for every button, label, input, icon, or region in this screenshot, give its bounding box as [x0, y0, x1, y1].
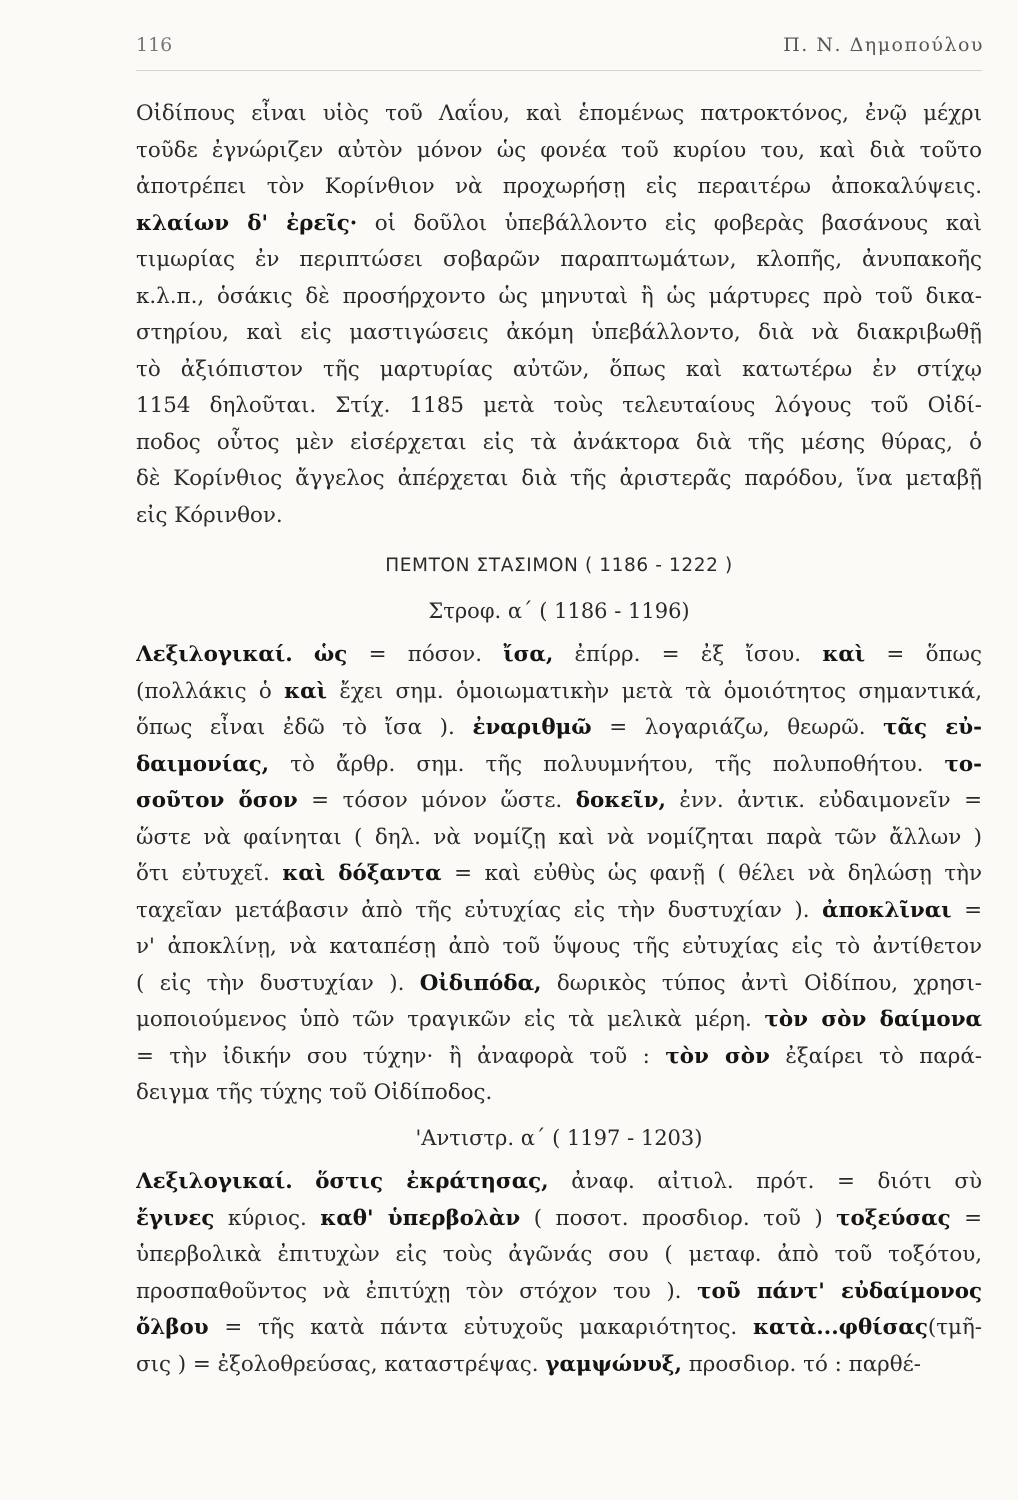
text-line [136, 1237, 982, 1274]
bold-term: Οἰδιπόδα, [419, 970, 542, 996]
text-run: ἐξαίρει τὸ παρά- [769, 1043, 982, 1069]
bold-term: γαμψώνυξ, [545, 1351, 682, 1377]
text-run: = ὅπως [865, 642, 982, 667]
text-line [136, 96, 982, 133]
text-run: τοῦδε ἐγνώριζεν αὐτὸν μόνον ὡς φονέα τοῦ κυρίου του, καὶ διὰ τοῦτο [136, 137, 982, 163]
text-run: (τμῆ- [927, 1315, 982, 1340]
text-line [136, 1310, 982, 1347]
text-line [136, 1347, 982, 1384]
text-line [136, 783, 982, 820]
text-line [136, 1201, 982, 1238]
text-run: κ.λ.π., ὁσάκις δὲ προσήρχοντο ὡς μηνυταὶ ἢ ὡς μάρτυρες πρὸ τοῦ δικα- [136, 283, 982, 309]
text-run: = τὴν ἰδικήν σου τύχην· ἢ ἀναφορὰ τοῦ : [136, 1043, 666, 1069]
text-line [136, 242, 982, 279]
text-line [136, 1075, 982, 1112]
text-run: ὥστε νὰ φαίνηται ( δηλ. νὰ νομίζῃ καὶ νὰ νομίζηται παρὰ τῶν ἄλλων ) [136, 824, 982, 850]
bold-term: κατὰ...φθίσας [752, 1315, 928, 1340]
text-line [136, 169, 982, 206]
text-run: = τῆς κατὰ πάντα εὐτυχοῦς μακαριότητος. [208, 1315, 753, 1340]
text-run: ἀποτρέπει τὸν Κορίνθιον νὰ προχωρήσῃ εἰς περαιτέρω ἀποκαλύψεις. [136, 174, 982, 199]
text-line [136, 279, 982, 316]
text-line [136, 1039, 982, 1076]
page-header [136, 34, 984, 68]
text-run: τιμωρίας ἐν περιπτώσει σοβαρῶν παραπτωμάτων, κλοπῆς, ἀνυπακοῆς [136, 247, 982, 272]
text-run: τὸ ἀξιόπιστον τῆς μαρτυρίας αὐτῶν, ὅπως καὶ κατωτέρω ἐν στίχῳ [136, 356, 982, 382]
bold-term: κλαίων δ' ἐρεῖς· [136, 210, 358, 236]
page-body [136, 96, 982, 1383]
text-run: Οἰδίπους εἶναι υἱὸς τοῦ Λαΐου, καὶ ἑπομένως πατροκτόνος, ἐνῷ μέχρι [136, 101, 982, 126]
text-run: προσδιορ. τό : παρθέ- [681, 1351, 921, 1377]
bold-term: ὄλβου [136, 1315, 209, 1340]
bold-term: σοῦτον ὅσον [136, 788, 298, 813]
text-line [136, 461, 982, 498]
strophe-heading: Στροφ. α΄ ( 1186 - 1196) [428, 598, 690, 623]
text-run: οἱ δοῦλοι ὑπεβάλλοντο εἰς φοβερὰς βασάνους καὶ [357, 210, 982, 236]
text-line [136, 498, 982, 535]
bold-term: τὸν σὸν δαίμονα [764, 1007, 982, 1032]
strophe-vocabulary-paragraph [136, 637, 982, 1112]
text-run: σις ) = ἐξολοθρεύσας, καταστρέψας. [136, 1351, 546, 1377]
bold-term: τὸν σὸν [665, 1043, 770, 1069]
text-line [136, 206, 982, 243]
text-run: ἀναφ. αἰτιολ. πρότ. = διότι σὺ [548, 1169, 982, 1194]
bold-term: ὡς [313, 642, 348, 667]
bold-term: τᾶς εὐ- [883, 715, 982, 740]
text-line [136, 352, 982, 389]
bold-term: καθ' ὑπερβολὰν [320, 1205, 521, 1231]
bold-term: τοῦ πάντ' εὐδαίμονος [697, 1278, 982, 1304]
bold-term: καὶ [284, 678, 327, 704]
antistrophe-heading: 'Αντιστρ. α΄ ( 1197 - 1203) [415, 1125, 703, 1150]
text-line [136, 388, 982, 425]
header-rule [136, 70, 982, 71]
bold-term: Λεξιλογικαί. [136, 642, 293, 667]
text-line [136, 710, 982, 747]
bold-term: καὶ δόξαντα [282, 861, 442, 886]
bold-term: Λεξιλογικαί. [136, 1169, 293, 1194]
text-line [136, 1164, 982, 1201]
text-line [136, 315, 982, 352]
bold-term: δαιμονίας, [136, 751, 270, 777]
text-run: ὑπερβολικὰ ἐπιτυχὼν εἰς τοὺς ἀγῶνάς σου ( μεταφ. ἀπὸ τοῦ τοξότου, [136, 1242, 982, 1267]
text-line [136, 820, 982, 857]
bold-term: δοκεῖν, [575, 788, 666, 813]
text-run: ( ποσοτ. προσδιορ. τοῦ ) [520, 1205, 837, 1231]
page-number: 116 [136, 34, 173, 56]
text-run: ( εἰς τὴν δυστυχίαν ). [136, 970, 420, 996]
text-run: (πολλάκις ὁ [136, 678, 285, 704]
bold-term: ἀποκλῖναι [822, 897, 952, 923]
bold-term: ἴσα, [503, 642, 554, 667]
text-line [136, 425, 982, 462]
commentary-paragraph [136, 96, 982, 534]
text-line [136, 893, 982, 930]
running-title: Π. Ν. Δημοπούλου [783, 34, 984, 56]
text-line [136, 966, 982, 1003]
text-run: στηρίου, καὶ εἰς μαστιγώσεις ἀκόμη ὑπεβάλλοντο, διὰ νὰ διακριβωθῇ [136, 320, 982, 345]
text-run: ποδος οὗτος μὲν εἰσέρχεται εἰς τὰ ἀνάκτορα διὰ τῆς μέσης θύρας, ὁ [136, 429, 982, 455]
antistrophe-vocabulary-paragraph [136, 1164, 982, 1383]
text-run: = τόσον μόνον ὥστε. [297, 788, 576, 813]
text-line [136, 133, 982, 170]
section-title: ΠΕΜΤΟΝ ΣΤΑΣΙΜΟΝ ( 1186 - 1222 ) [385, 555, 733, 576]
bold-term: το- [944, 751, 982, 777]
text-run: προσπαθοῦντος νὰ ἐπιτύχῃ τὸν στόχον του ). [136, 1278, 698, 1304]
text-run: ὅπως εἶναι ἐδῶ τὸ ἴσα ). [136, 715, 473, 740]
bold-term: ἐναριθμῶ [472, 715, 592, 740]
bold-term: ἔγινες [136, 1205, 215, 1231]
text-run: = [950, 1205, 982, 1231]
text-run: = καὶ εὐθὺς ὡς φανῇ ( θέλει νὰ δηλώσῃ τὴν [441, 861, 982, 886]
text-run: μοποιούμενος ὑπὸ τῶν τραγικῶν εἰς τὰ μελικὰ μέρη. [136, 1007, 765, 1032]
text-run: δειγμα τῆς τύχης τοῦ Οἰδίποδος. [136, 1080, 493, 1105]
text-line [136, 856, 982, 893]
text-line [136, 637, 982, 674]
text-run: ὅτι εὐτυχεῖ. [136, 861, 283, 886]
text-line [136, 1002, 982, 1039]
text-run: = λογαριάζω, θεωρῶ. [591, 715, 884, 740]
text-run: = πόσον. [347, 642, 504, 667]
bold-term: καὶ [822, 642, 866, 667]
text-run: τὸ ἄρθρ. σημ. τῆς πολυυμνήτου, τῆς πολυποθήτου. [269, 751, 945, 777]
text-run: ἐπίρρ. = ἐξ ἴσου. [553, 642, 823, 667]
text-run: εἰς Κόρινθον. [136, 502, 283, 528]
text-run [293, 1169, 316, 1194]
text-line [136, 747, 982, 784]
text-run: ν' ἀποκλίνῃ, νὰ καταπέσῃ ἀπὸ τοῦ ὕψους τῆς εὐτυχίας εἰς τὸ ἀντίθετον [136, 934, 982, 959]
text-run: = [951, 897, 982, 923]
text-run: ταχεῖαν μετάβασιν ἀπὸ τῆς εὐτυχίας εἰς τὴν δυστυχίαν ). [136, 897, 823, 923]
bold-term: τοξεύσας [836, 1205, 951, 1231]
text-run: κύριος. [214, 1205, 321, 1231]
text-run: ἔχει σημ. ὁμοιωματικὴν μετὰ τὰ ὁμοιότητος σημαντικά, [326, 678, 982, 704]
text-line [136, 674, 982, 711]
text-run: δωρικὸς τύπος ἀντὶ Οἰδίπου, χρησι- [541, 970, 982, 996]
text-run: ἐνν. ἀντικ. εὐδαιμονεῖν = [665, 788, 982, 813]
text-run: δὲ Κορίνθιος ἄγγελος ἀπέρχεται διὰ τῆς ἀριστερᾶς παρόδου, ἵνα μεταβῇ [136, 466, 982, 491]
text-run [293, 642, 314, 667]
text-run: 1154 δηλοῦται. Στίχ. 1185 μετὰ τοὺς τελευταίους λόγους τοῦ Οἰδί- [136, 393, 982, 418]
text-line [136, 929, 982, 966]
text-line [136, 1274, 982, 1311]
bold-term: ὅστις ἐκράτησας, [315, 1169, 549, 1194]
